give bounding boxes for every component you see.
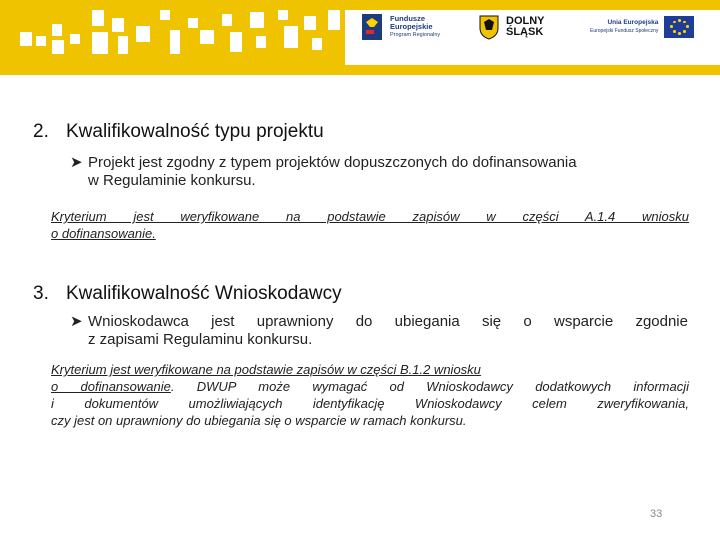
unia-line1: Unia Europejska: [607, 19, 659, 26]
section-2-criterion: [51, 208, 689, 242]
section-3-heading: [33, 283, 342, 305]
fundusze-line3: Program Regionalny: [390, 32, 441, 38]
decorative-squares: [0, 0, 360, 75]
section-2-crit-line1: Kryterium jest weryfikowane na podstawie zapisów w części A.1.4 wniosku: [51, 209, 689, 224]
section-3-criterion: [51, 361, 689, 429]
section-3-crit-line1: Kryterium jest weryfikowane na podstawie zapisów w części B.1.2 wniosku: [51, 362, 481, 377]
fundusze-star-icon: [360, 12, 386, 42]
dolny-slask-crest-icon: [478, 14, 500, 40]
slask-line: ŚLĄSK: [506, 26, 544, 38]
section-3-crit-line2: [51, 378, 689, 395]
page-number: 33: [650, 508, 663, 520]
section-2-bullet-line1: Projekt jest zgodny z typem projektów dopuszczonych do dofinansowania: [88, 154, 577, 171]
section-3-crit-line2-underlined: o dofinansowanie: [51, 379, 171, 394]
section-2-bullet-line2: w Regulaminie konkursu.: [88, 172, 256, 189]
section-3-bullet-line2: z zapisami Regulaminu konkursu.: [88, 331, 313, 348]
dolny-line: DOLNY: [506, 15, 545, 27]
section-2-title: Kwalifikowalność typu projektu: [66, 121, 324, 142]
fundusze-europejskie-logo: [360, 10, 440, 44]
fundusze-line1: Fundusze: [390, 14, 425, 23]
unia-europejska-logo: [590, 10, 694, 44]
section-3-bullet-line1: Wnioskodawca jest uprawniony do ubiegania się o wsparcie zgodnie: [88, 313, 688, 330]
section-3-crit-line3: i dokumentów umożliwiających identyfikację Wnioskodawcy celem zweryfikowania,: [51, 396, 689, 411]
eu-flag-icon: [664, 16, 694, 38]
fundusze-line2: Europejskie: [390, 22, 433, 31]
section-2-number: 2.: [33, 121, 49, 142]
section-3-bullet: [70, 313, 688, 349]
section-2-heading: [33, 121, 324, 143]
section-2-crit-line2: o dofinansowanie.: [51, 226, 156, 241]
dolny-slask-logo: [478, 10, 545, 44]
bullet-arrow-icon: ➤: [70, 154, 83, 171]
bullet-arrow-icon: ➤: [70, 313, 83, 330]
section-3-crit-line2-rest: . DWUP może wymagać od Wnioskodawcy dodatkowych informacji: [170, 379, 689, 394]
section-3-crit-line4: czy jest on uprawniony do ubiegania się o wsparcie w ramach konkursu.: [51, 413, 467, 428]
section-3-title: Kwalifikowalność Wnioskodawcy: [66, 283, 342, 304]
section-2-bullet: [70, 154, 690, 190]
unia-line2: Europejski Fundusz Społeczny: [590, 28, 659, 34]
section-3-number: 3.: [33, 283, 49, 304]
header-band: [0, 0, 720, 75]
